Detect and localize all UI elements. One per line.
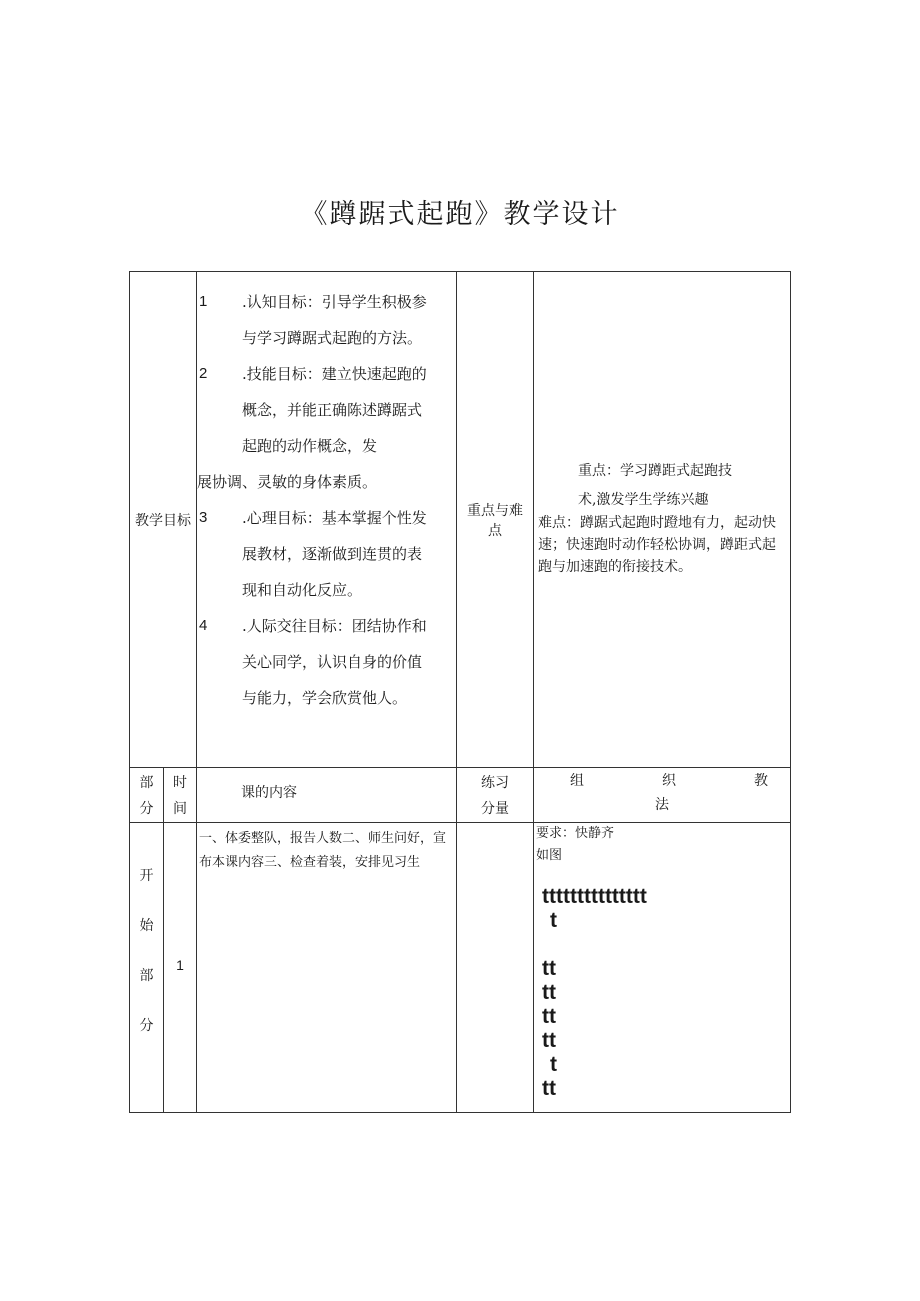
start-time-cell [164, 823, 197, 1113]
formation-row: tt [542, 981, 556, 1004]
goal-line: 现和自动化反应。 [242, 581, 363, 599]
formation-row: t [550, 909, 557, 932]
goal-line: 关心同学，认识自身的价值 [242, 653, 423, 671]
goal-line: 展教材，逐渐做到连贯的表 [242, 545, 423, 563]
start-part-char: 始 [139, 918, 154, 934]
goals-label-cell [130, 272, 197, 768]
difficulty-text: 难点：蹲踞式起跑时蹬地有力，起动快速；快速跑时动作轻松协调，蹲距式起跑与加速跑的衔接技术。 [538, 515, 776, 575]
start-content: 一、体委整队，报告人数二、师生问好，宣布本课内容三、检查着装，安排见习生 [199, 831, 447, 870]
goal-line: 与学习蹲踞式起跑的方法。 [242, 329, 423, 347]
goal-line: 起跑的动作概念，发 [242, 437, 378, 455]
goal-item [197, 500, 456, 608]
goal-number: 1 [199, 293, 208, 310]
header-org-char: 织 [662, 773, 676, 789]
header-time [164, 768, 197, 823]
requirement-text: 要求：快静齐 [536, 826, 615, 841]
start-part-char: 部 [139, 968, 154, 984]
key-point-line-2: 术,激发学生学练兴趣 [578, 492, 709, 508]
header-time-char: 间 [173, 801, 187, 817]
start-org-cell [534, 823, 791, 1113]
formation-row: ttttttttttttttt [542, 885, 647, 908]
header-practice-line: 练习 [481, 775, 509, 791]
formation-row: tt [542, 1029, 556, 1052]
formation-row: t [550, 1053, 557, 1076]
header-org [534, 768, 791, 823]
keypoints-label: 重点与难点 [467, 502, 523, 539]
start-content-cell [197, 823, 457, 1113]
header-time-char: 时 [173, 775, 187, 791]
keypoints-cell [534, 272, 791, 768]
goal-line: .心理目标：基本掌握个性发 [242, 509, 427, 527]
figure-label: 如图 [536, 848, 563, 863]
lesson-plan-table [129, 271, 791, 1113]
keypoints-label-cell [457, 272, 534, 768]
goal-line: 与能力，学会欣赏他人。 [242, 689, 408, 707]
goal-item [197, 284, 456, 356]
header-org-char: 教 [754, 773, 768, 789]
header-org-char: 法 [655, 797, 669, 813]
start-practice-cell [457, 823, 534, 1113]
start-time: 1 [176, 957, 184, 973]
header-content [197, 768, 457, 823]
start-part-char: 开 [139, 868, 154, 884]
goal-line: .认知目标：引导学生积极参 [242, 293, 427, 311]
header-part-char: 分 [139, 801, 154, 817]
goal-line: .技能目标：建立快速起跑的 [242, 365, 427, 383]
goals-cell [197, 272, 457, 768]
formation-diagram [542, 885, 788, 1101]
goal-line: 展协调、灵敏的身体素质。 [197, 473, 378, 491]
header-part-char: 部 [139, 775, 154, 791]
goal-item [197, 608, 456, 716]
header-content-label: 课的内容 [241, 785, 297, 801]
header-practice [457, 768, 534, 823]
start-part-label [130, 823, 163, 1051]
goals-label: 教学目标 [135, 512, 191, 529]
formation-row: tt [542, 1005, 556, 1028]
key-point-line-1: 重点：学习蹲距式起跑技 [578, 463, 732, 479]
goal-number: 4 [199, 617, 208, 634]
formation-row: tt [542, 1077, 556, 1100]
goal-line: .人际交往目标：团结协作和 [242, 617, 427, 635]
start-part-char: 分 [139, 1018, 154, 1034]
header-org-char: 组 [570, 773, 584, 789]
goals-list [197, 272, 456, 716]
page-title: 《蹲踞式起跑》教学设计 [300, 199, 620, 230]
goal-number: 2 [199, 365, 208, 382]
formation-row [542, 933, 788, 957]
goal-item [197, 356, 456, 500]
goal-number: 3 [199, 509, 208, 526]
formation-row: tt [542, 957, 556, 980]
goal-line: 概念，并能正确陈述蹲踞式 [242, 401, 423, 419]
header-part [130, 768, 164, 823]
header-practice-line: 分量 [481, 801, 509, 817]
start-part-cell [130, 823, 164, 1113]
